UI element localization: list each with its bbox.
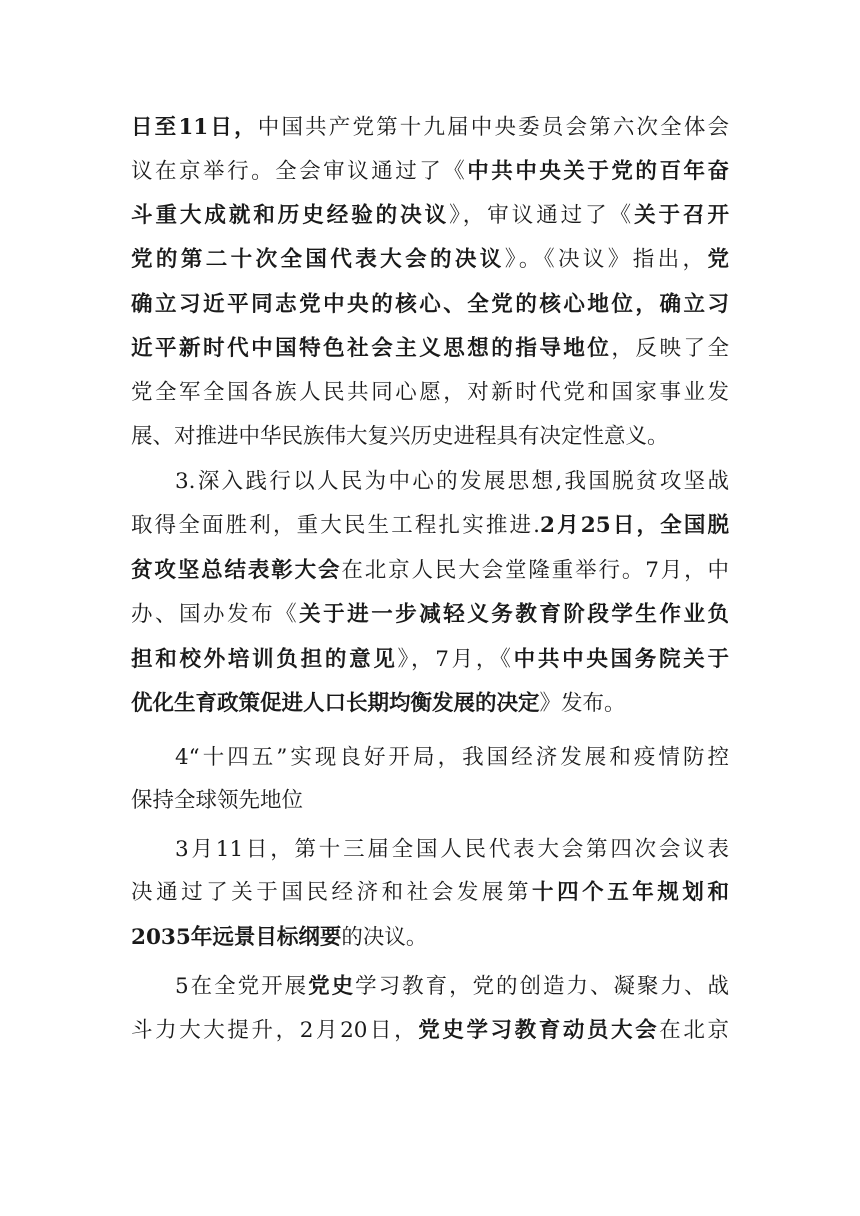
- text-segment: 》发布。: [539, 691, 626, 716]
- text-segment: 斗力大大提升，2月20日，: [131, 1018, 419, 1043]
- text-segment: 党全军全国各族人民共同心愿，对新时代党和国家事业发: [131, 380, 729, 405]
- text-segment: 十四个五年规划和: [532, 880, 729, 905]
- text-segment: 党的第二十次全国代表大会的决议: [131, 247, 505, 272]
- text-segment: 2月25日，全国脱: [540, 513, 729, 538]
- text-line-2: [131, 157, 729, 187]
- text-segment: 贫攻坚总结表彰大会: [131, 558, 342, 583]
- text-segment: 》，7月，《: [397, 647, 514, 672]
- text-segment: 办、国办发布《: [131, 602, 300, 627]
- text-line-3: [131, 201, 729, 231]
- text-line-9: [175, 467, 729, 497]
- text-line-10: [131, 511, 729, 541]
- text-segment: 2035年远景目标纲要: [131, 925, 342, 950]
- text-segment: 展、对推进中华民族伟大复兴历史进程具有决定性意义。: [131, 424, 669, 449]
- text-segment: 在北京: [659, 1018, 729, 1043]
- text-line-13: [131, 645, 729, 675]
- text-segment: 中国共产党第十九届中央委员会第六次全体会: [257, 115, 729, 140]
- text-line-19: [131, 923, 729, 953]
- text-line-20: [175, 972, 729, 1002]
- text-segment: ，反映了全: [611, 336, 729, 361]
- text-segment: 确立习近平同志党中央的核心、全党的核心地位，确立习: [131, 292, 729, 317]
- text-segment: 保持全球领先地位: [131, 788, 304, 813]
- text-segment: 中共中央国务院关于: [513, 647, 729, 672]
- text-segment: 党史: [308, 974, 356, 999]
- text-segment: 3.深入践行以人民为中心的发展思想,我国脱贫攻坚战: [175, 469, 729, 494]
- text-line-15: [175, 743, 729, 773]
- text-line-7: [131, 378, 729, 408]
- text-segment: 在北京人民大会堂隆重举行。7月，中: [341, 558, 729, 583]
- text-segment: 》。《决议》指出，: [504, 247, 708, 272]
- text-segment: 日至11日，: [131, 115, 258, 140]
- text-segment: 学习教育，党的创造力、凝聚力、战: [355, 974, 729, 999]
- text-line-4: [131, 245, 729, 275]
- text-segment: 5在全党开展: [175, 974, 309, 999]
- text-line-5: [131, 290, 729, 320]
- text-segment: 近平新时代中国特色社会主义思想的指导地位: [131, 336, 612, 361]
- text-segment: 》，审议通过了《: [449, 203, 635, 228]
- text-segment: 关于进一步减轻义务教育阶段学生作业负: [299, 602, 729, 627]
- text-segment: 关于召开: [634, 203, 729, 228]
- text-line-18: [131, 878, 729, 908]
- text-segment: 议在京举行。全会审议通过了《: [131, 159, 468, 184]
- text-line-6: [131, 334, 729, 364]
- text-segment: 4“十四五”实现良好开局，我国经济发展和疫情防控: [175, 745, 729, 770]
- text-segment: 取得全面胜利，重大民生工程扎实推进.: [131, 513, 541, 538]
- text-segment: 的决议。: [341, 925, 428, 950]
- text-segment: 党史学习教育动员大会: [418, 1018, 660, 1043]
- text-segment: 担和校外培训负担的意见: [131, 647, 398, 672]
- text-line-17: [175, 835, 729, 865]
- text-line-11: [131, 556, 729, 586]
- text-line-14: [131, 689, 729, 719]
- text-line-12: [131, 600, 729, 630]
- text-segment: 决通过了关于国民经济和社会发展第: [131, 880, 533, 905]
- text-line-16: [131, 786, 729, 816]
- text-segment: 优化生育政策促进人口长期均衡发展的决定: [131, 691, 540, 716]
- text-segment: 3月11日，第十三届全国人民代表大会第四次会议表: [175, 837, 729, 862]
- text-segment: 斗重大成就和历史经验的决议: [131, 203, 450, 228]
- text-line-1: [131, 113, 729, 143]
- text-line-21: [131, 1016, 729, 1046]
- text-segment: 党: [707, 247, 729, 272]
- text-segment: 中共中央关于党的百年奋: [467, 159, 729, 184]
- text-line-8: [131, 422, 729, 452]
